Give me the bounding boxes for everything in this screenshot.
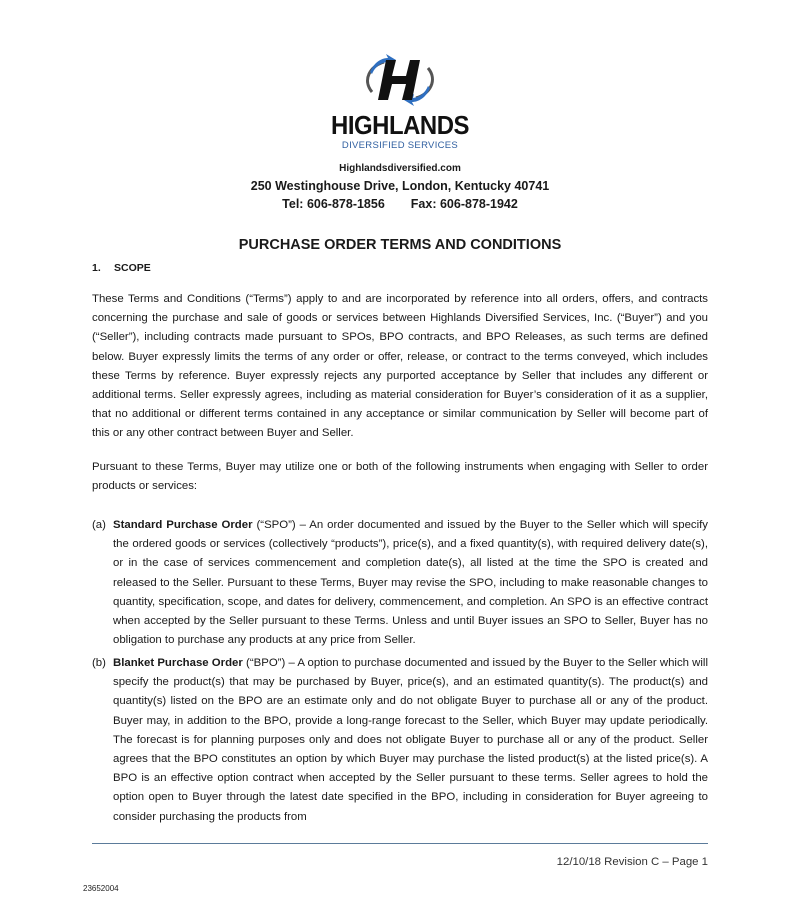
- list-item-spo: [92, 516, 708, 650]
- list-item-bpo: [92, 654, 708, 827]
- footer-page-label: 12/10/18 Revision C – Page 1: [556, 856, 708, 868]
- contact-numbers: [0, 197, 800, 211]
- company-address: 250 Westinghouse Drive, London, Kentucky 40741: [250, 179, 550, 193]
- company-logo: [325, 52, 475, 152]
- company-website: Highlandsdiversified.com: [339, 163, 461, 174]
- document-title: PURCHASE ORDER TERMS AND CONDITIONS: [238, 237, 562, 253]
- item-term: Standard Purchase Order: [113, 519, 253, 531]
- item-text: (“BPO”) – A option to purchase documented and issued by the Buyer to the Seller which will specify the product(s) that may be purchased by Buyer, price(s), and an estimated quantity(s). The product(s) and quantity(s) listed on the BPO are an estimate only and do not obligate Buyer to purchase all or any of the product. Buyer may, in addition to the BPO, provide a long-range forecast to the Seller, which Buyer may update periodically. The forecast is for planning purposes only and does not obligate Buyer to purchase all or any of the product. Seller agrees that the BPO constitutes an option by which Buyer may purchase the listed product(s) at the listed price(s). A BPO is an effective option contract when accepted by the Seller pursuant to these terms. Seller agrees to hold the option open to Buyer through the latest date specified in the BPO, including in consideration for Buyer agreeing to consider purchasing the products from: [113, 657, 708, 823]
- section-number: 1.: [92, 262, 101, 274]
- section-heading: [92, 262, 151, 274]
- item-label: (b): [92, 657, 106, 669]
- telephone: Tel: 606-878-1856: [282, 197, 385, 211]
- scope-paragraph: These Terms and Conditions (“Terms”) apply to and are incorporated by reference into all orders, offers, and contracts concerning the purchase and sale of goods or services between Highlands Diversified Services, Inc. (“Buyer”) and you (“Seller”), including contracts made pursuant to SPOs, BPO contracts, and BPO Releases, as such terms are defined below. Buyer expressly limits the terms of any order or offer, release, or contract to the terms conveyed, which includes these Terms by reference. Buyer expressly rejects any purported acceptance by Seller that includes any different or additional terms. Seller expressly agrees, including as material consideration for Buyer’s consideration of it as a supplier, that no additional or different terms contained in any acceptance or similar communication by Seller will become part of this or any other contract between Buyer and Seller.: [92, 293, 708, 440]
- section-title: SCOPE: [114, 262, 151, 274]
- instruments-paragraph: Pursuant to these Terms, Buyer may utilize one or both of the following instruments when engaging with Seller to order products or services:: [92, 461, 708, 493]
- footer-divider: [92, 843, 708, 844]
- brand-subtitle: DIVERSIFIED SERVICES: [341, 140, 459, 151]
- item-text: (“SPO”) – An order documented and issued by the Buyer to the Seller which will specify the ordered goods or services (collectively “products”), price(s), and a fixed quantity(s), with required delivery date(s), or in the case of services commencement and completion date(s), all listed at the time the SPO is created and released to the Seller. Pursuant to these Terms, Buyer may revise the SPO, including to make reasonable changes to quantity, specification, scope, and dates for delivery, commencement, and completion. An SPO is an effective contract when accepted by the Seller pursuant to these Terms. Unless and until Buyer issues an SPO to Seller, Buyer has no obligation to purchase any products at any price from Seller.: [113, 519, 708, 647]
- fax: Fax: 606-878-1942: [410, 197, 518, 211]
- document-number: 23652004: [83, 884, 119, 893]
- brand-name: HIGHLANDS: [331, 110, 470, 140]
- item-label: (a): [92, 519, 106, 531]
- h-arrows-logo-icon: [362, 52, 438, 108]
- item-term: Blanket Purchase Order: [113, 657, 243, 669]
